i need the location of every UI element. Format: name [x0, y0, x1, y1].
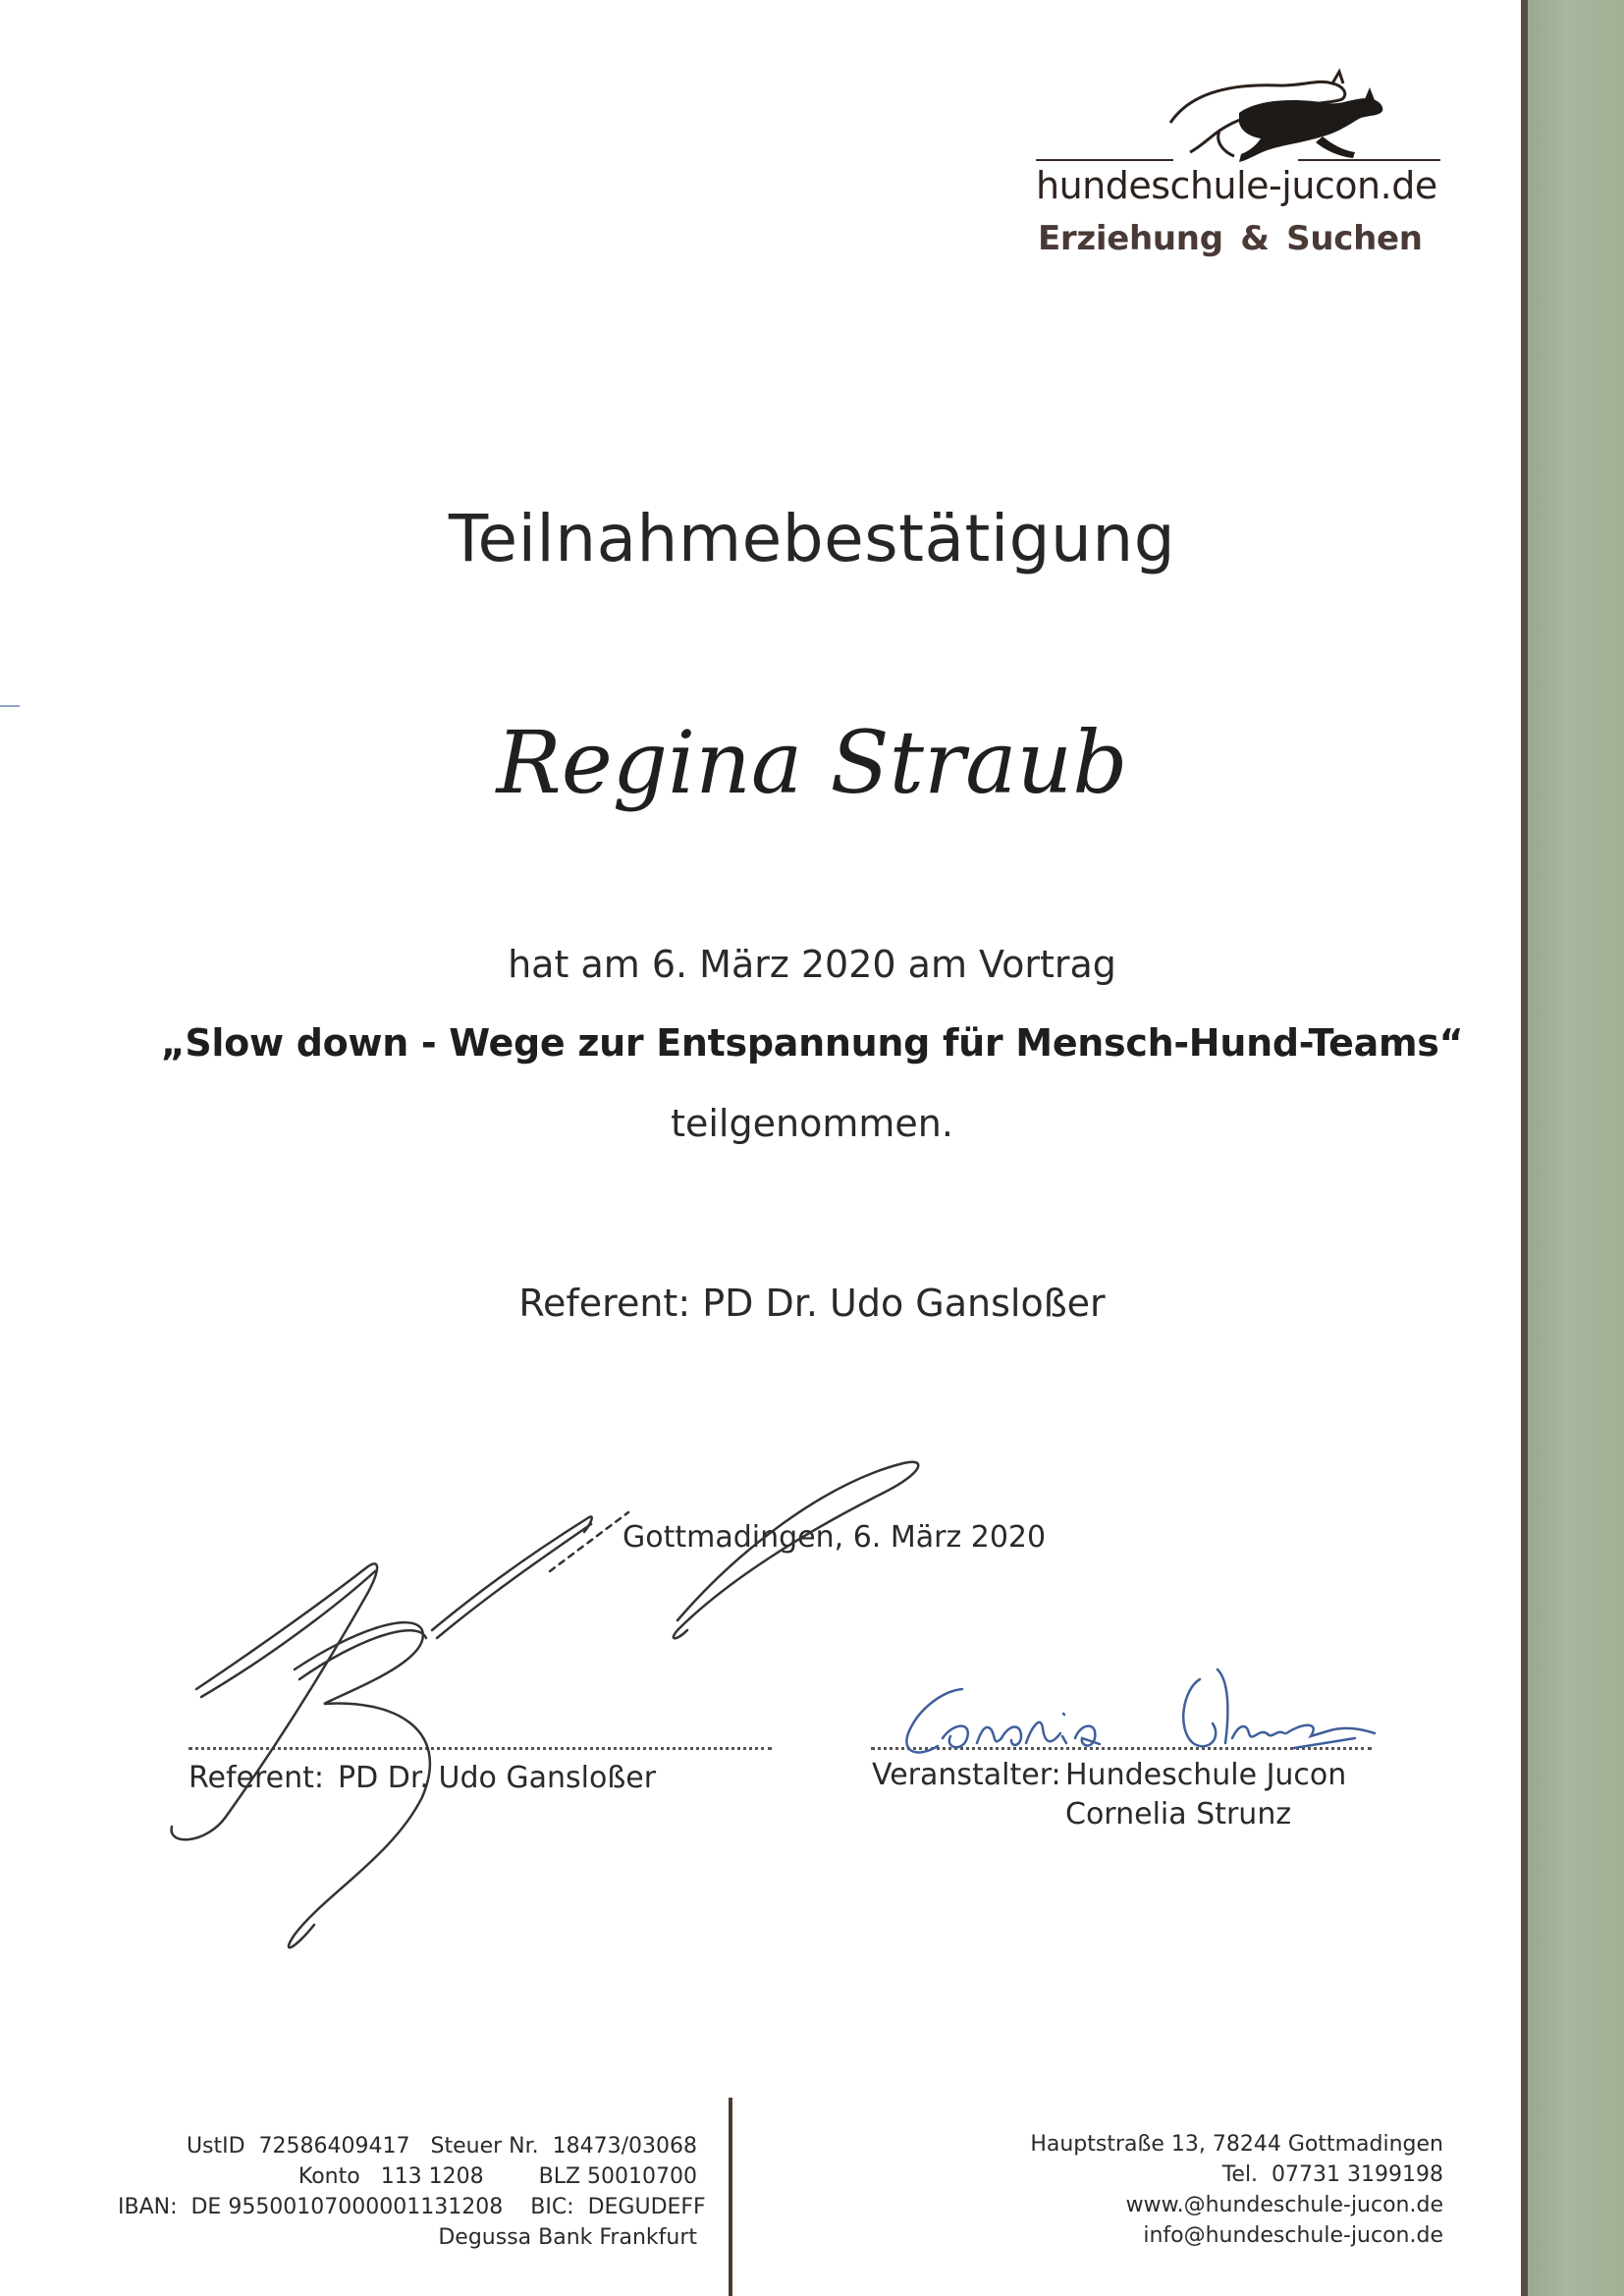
footer-bank-name: Degussa Bank Frankfurt: [438, 2225, 697, 2250]
footer-email: info@hundeschule-jucon.de: [1143, 2223, 1443, 2248]
signature-right-role: Veranstalter:: [872, 1758, 1061, 1792]
signature-organizer: [906, 1669, 1375, 1752]
company-logo: [1033, 54, 1445, 260]
footer-website: www.@hundeschule-jucon.de: [1125, 2193, 1443, 2217]
footer-tax-ids: UstID 72586409417 Steuer Nr. 18473/03068: [186, 2134, 697, 2159]
footer-address: Hauptstraße 13, 78244 Gottmadingen: [1030, 2132, 1443, 2157]
footer-phone: Tel. 07731 3199198: [1221, 2162, 1443, 2187]
certificate-title: Teilnahmebestätigung: [448, 501, 1176, 576]
footer-divider: [729, 2098, 732, 2296]
logo-rule-right: [1298, 159, 1440, 161]
side-band-edge: [1521, 0, 1528, 2296]
signature-left-role: Referent:: [189, 1761, 324, 1795]
signature-line-left: [189, 1747, 772, 1750]
signature-line-right: [871, 1747, 1372, 1750]
logo-website: hundeschule-jucon.de: [1036, 164, 1437, 207]
logo-tagline: Erziehung & Suchen: [1038, 219, 1423, 258]
footer-iban: IBAN: DE 95500107000001131208 BIC: DEGUDEFF: [118, 2195, 706, 2219]
scan-mark: [0, 705, 20, 707]
footer-account: Konto 113 1208 BLZ 50010700: [298, 2164, 697, 2189]
signature-right-name: Cornelia Strunz: [1065, 1797, 1292, 1831]
dogs-logo-icon: [1131, 54, 1396, 167]
place-date: Gottmadingen, 6. März 2020: [623, 1520, 1047, 1555]
footer-contact: [982, 2129, 1443, 2251]
lecture-title: „Slow down - Wege zur Entspannung für Mensch-Hund-Teams“: [160, 1021, 1464, 1065]
outro-text: teilgenommen.: [671, 1102, 953, 1145]
referent-line: Referent: PD Dr. Udo Gansloßer: [518, 1282, 1106, 1325]
participant-name: Regina Straub: [496, 712, 1128, 813]
footer-bank-details: [118, 2131, 706, 2253]
logo-rule-left: [1036, 159, 1173, 161]
side-band: [1528, 0, 1624, 2296]
intro-text: hat am 6. März 2020 am Vortrag: [508, 943, 1116, 986]
signature-right-org: Hundeschule Jucon: [1065, 1758, 1347, 1792]
signature-left-name: PD Dr. Udo Gansloßer: [338, 1761, 657, 1795]
